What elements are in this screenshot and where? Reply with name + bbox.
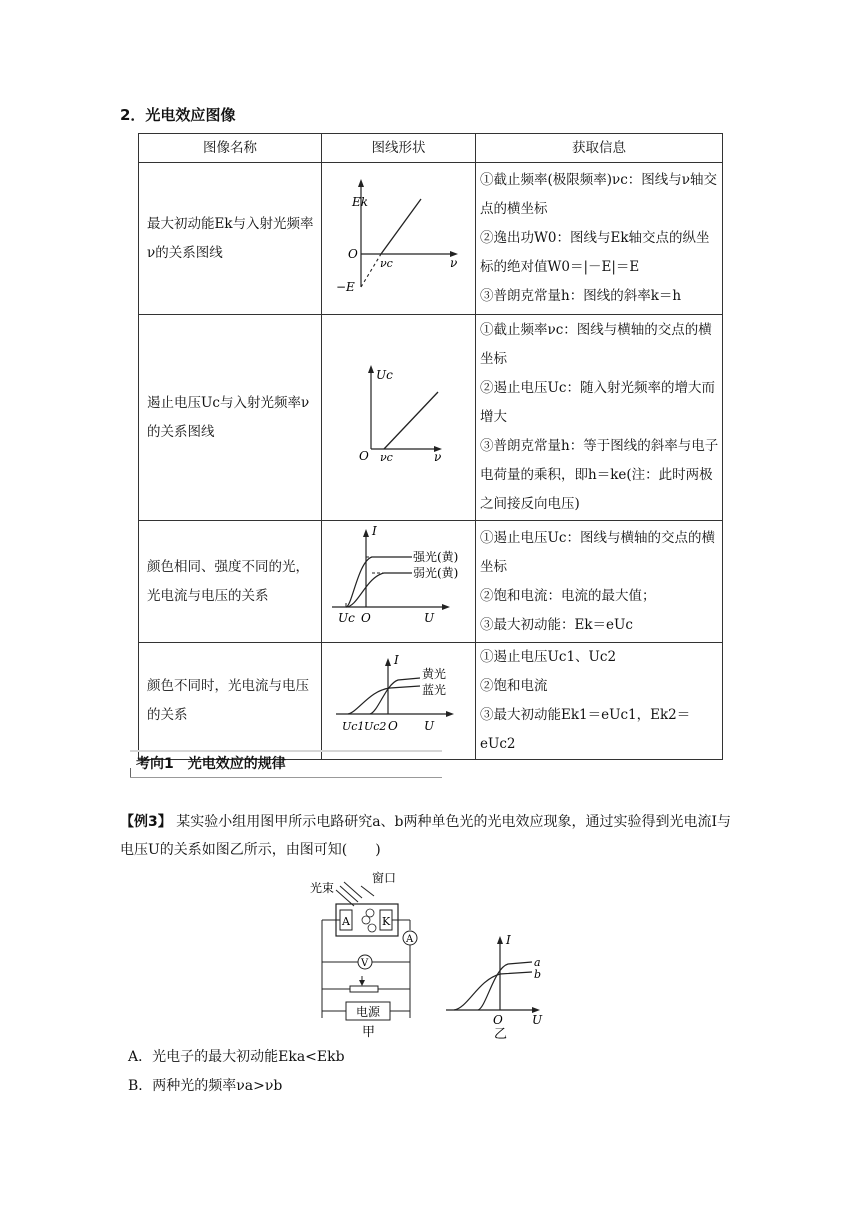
y-axis-label: Ek — [351, 195, 368, 209]
info-line: ③最大初动能Ek1＝eUc1，Ek2＝eUc2 — [480, 707, 691, 752]
y-axis-arrow — [363, 529, 369, 537]
table-row — [139, 315, 723, 521]
ek-vs-frequency-graph — [324, 163, 474, 303]
yellow-light-curve — [370, 678, 420, 714]
table-header-row — [139, 134, 723, 163]
origin-label: O — [360, 611, 371, 625]
y-axis-label: I — [393, 653, 399, 667]
origin-label: O — [358, 449, 369, 463]
info-line: ①截止频率νc：图线与横轴的交点的横坐标 — [480, 322, 712, 367]
blue-light-curve — [348, 686, 420, 714]
graph-name-cell — [139, 521, 322, 643]
graph-figure-cell — [322, 315, 476, 521]
intercept-y-label: −E — [335, 280, 355, 294]
x-axis-arrow — [446, 711, 454, 717]
y-axis-arrow — [368, 365, 374, 373]
graph-info-cell — [476, 315, 723, 521]
cathode-label: K — [382, 915, 391, 928]
info-line: ②逸出功W0：图线与Ek轴交点的纵坐标的绝对值W0＝|－E|＝E — [480, 230, 710, 275]
y-axis-label: I — [506, 933, 511, 947]
info-line: ③普朗克常量h：图线的斜率k＝h — [480, 288, 682, 304]
graph-info-cell — [476, 521, 723, 643]
header-graph-name: 图像名称 — [139, 134, 322, 163]
example-tag: 【例3】 — [120, 814, 172, 830]
strong-light-label: 强光(黄) — [412, 550, 458, 564]
anode-label: A — [342, 915, 350, 928]
origin-label: O — [387, 718, 398, 733]
rheostat — [350, 986, 378, 992]
circuit-diagram-jia — [296, 868, 436, 1040]
y-axis-arrow — [497, 936, 503, 944]
x-axis-label: U — [423, 718, 434, 733]
graph-name-cell — [139, 315, 322, 521]
graph-figure-cell — [322, 163, 476, 315]
info-line: ①截止频率(极限频率)νc：图线与ν轴交点的横坐标 — [480, 172, 718, 217]
example-question — [120, 808, 740, 864]
header-graph-shape: 图线形状 — [322, 134, 476, 163]
x-axis-label: U — [532, 1013, 543, 1027]
light-beam-3 — [344, 882, 362, 898]
iu-graph-yi — [438, 928, 548, 1040]
table-row — [139, 643, 723, 760]
uc-vs-frequency-graph — [324, 357, 474, 467]
graph-info-cell — [476, 163, 723, 315]
graph-name-cell — [139, 163, 322, 315]
x-axis-label: U — [423, 611, 434, 625]
info-line: ③最大初动能：Ek＝eUc — [480, 616, 633, 633]
origin-label: O — [493, 1013, 503, 1027]
graph-line-extension — [361, 254, 381, 287]
electron-icon — [368, 924, 376, 932]
same-color-iv-graph — [324, 521, 474, 631]
curve-b-label: b — [534, 968, 542, 981]
kaoxiang-bottom-rule — [130, 777, 442, 778]
intercept-x-label: νc — [379, 257, 393, 270]
light-beam-2 — [340, 886, 358, 902]
info-line: ①遏止电压Uc1、Uc2 — [480, 649, 617, 665]
section-title: 2．光电效应图像 — [120, 106, 236, 124]
info-line: ①遏止电压Uc：图线与横轴的交点的横坐标 — [480, 529, 715, 575]
graph-name: 颜色相同、强度不同的光，光电流与电压的关系 — [147, 558, 309, 604]
curve-b — [454, 972, 532, 1010]
blue-light-label: 蓝光 — [421, 682, 446, 697]
graph-name: 颜色不同时，光电流与电压的关系 — [147, 678, 309, 723]
figure-jia-caption: 甲 — [362, 1025, 376, 1040]
y-axis-label: Uc — [375, 368, 393, 382]
graph-figure-cell — [322, 643, 476, 760]
example-text: 某实验小组用图甲所示电路研究a、b两种单色光的光电效应现象，通过实验得到光电流I与电压U的关系如图乙所示，由图可知( ) — [120, 814, 732, 858]
graph-name: 遏止电压Uc与入射光频率ν的关系图线 — [147, 394, 310, 440]
window-label: 窗口 — [372, 871, 397, 885]
electron-icon — [362, 916, 370, 924]
beam-label: 光束 — [310, 881, 335, 895]
x-axis-arrow — [442, 604, 450, 610]
option-a: A．光电子的最大初动能Eka<Ekb — [128, 1049, 345, 1065]
kaoxiang-top-rule — [130, 750, 442, 752]
weak-light-label: 弱光(黄) — [412, 566, 458, 580]
graph-figure-cell — [322, 521, 476, 643]
graph-name-cell — [139, 643, 322, 760]
different-color-iv-graph — [324, 654, 474, 738]
graph-line — [384, 392, 438, 449]
x-axis-label: ν — [433, 450, 441, 464]
info-line: ②饱和电流 — [480, 678, 548, 694]
header-info: 获取信息 — [476, 134, 723, 163]
strong-light-curve — [346, 557, 412, 607]
y-axis-arrow — [385, 658, 391, 666]
uc2-label: Uc2 — [363, 719, 386, 733]
info-line: ③普朗克常量h：等于图线的斜率与电子电荷量的乘积，即h＝ke(注：此时两极之间接反向电压) — [480, 438, 719, 512]
info-line: ②饱和电流：电流的最大值； — [480, 587, 656, 604]
option-b: B．两种光的频率νa>νb — [128, 1078, 283, 1094]
intercept-x-label: νc — [379, 451, 393, 464]
graph-line — [381, 199, 421, 254]
uc-label: Uc — [337, 611, 355, 625]
window-pointer — [361, 886, 374, 896]
voltmeter-label: V — [361, 958, 369, 969]
curve-a — [478, 962, 532, 1010]
ammeter-label: A — [406, 934, 414, 945]
source-label: 电源 — [356, 1005, 381, 1019]
uc1-label: Uc1 — [341, 719, 364, 733]
weak-light-curve — [346, 573, 412, 607]
y-axis-arrow — [358, 179, 364, 187]
kaoxiang-label: 考向1 光电效应的规律 — [136, 756, 286, 772]
table-row — [139, 521, 723, 643]
photoelectric-graph-table — [138, 133, 723, 760]
y-axis-label: I — [371, 524, 377, 538]
x-axis-label: ν — [449, 256, 457, 270]
kaoxiang-heading — [130, 750, 442, 780]
table-row — [139, 163, 723, 315]
graph-name: 最大初动能Ek与入射光频率ν的关系图线 — [147, 215, 314, 261]
info-line: ②遏止电压Uc：随入射光频率的增大而增大 — [480, 380, 715, 425]
curve-a-label: a — [534, 956, 541, 969]
graph-info-cell — [476, 643, 723, 760]
figure-yi-caption: 乙 — [494, 1027, 508, 1040]
origin-label: O — [347, 247, 358, 261]
yellow-light-label: 黄光 — [421, 666, 446, 681]
